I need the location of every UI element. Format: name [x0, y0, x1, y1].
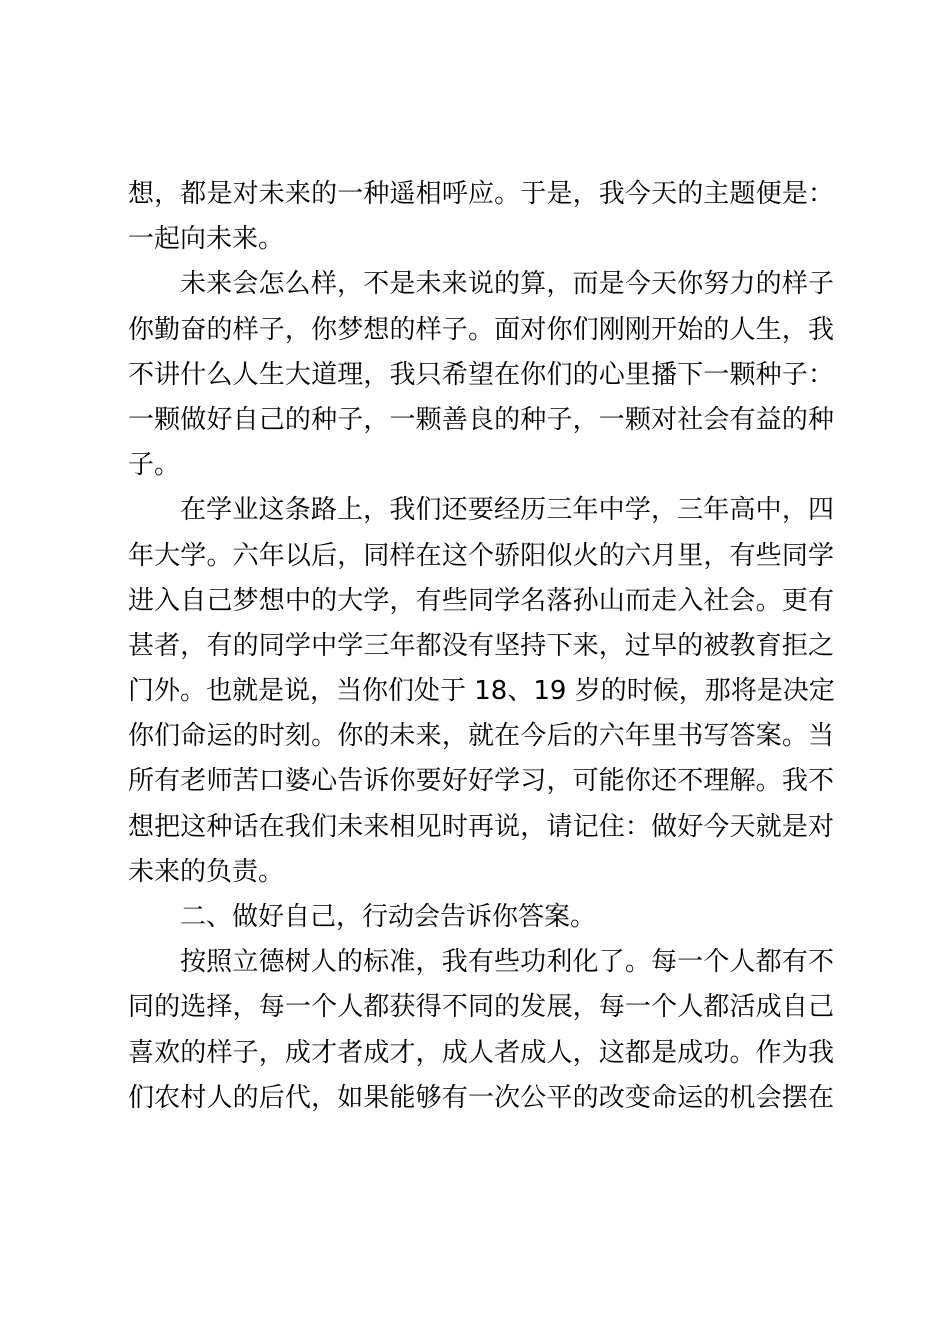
text-line: 甚者，有的同学中学三年都没有坚持下来，过早的被教育拒之: [128, 630, 834, 661]
section-heading: 二、做好自己，行动会告诉你答案。: [180, 902, 597, 932]
text-line: 想把这种话在我们未来相见时再说，请记住：做好今天就是对: [128, 811, 834, 842]
paragraph-first-line: 按照立德树人的标准，我有些功利化了。每一个人都有不: [180, 947, 834, 978]
text-line: 一颗做好自己的种子，一颗善良的种子，一颗对社会有益的种: [128, 404, 834, 435]
paragraph-first-line: 在学业这条路上，我们还要经历三年中学，三年高中，四: [180, 495, 834, 526]
text-line: 门外。也就是说，当你们处于 18、19 岁的时候，那将是决定: [128, 676, 835, 707]
body-text: [128, 172, 834, 1121]
text-line: 未来的负责。: [128, 856, 285, 887]
text-line: 子。: [128, 450, 181, 481]
text-line: 年大学。六年以后，同样在这个骄阳似火的六月里，有些同学: [128, 540, 834, 571]
text-line: 一起向未来。: [128, 224, 285, 255]
text-line: 们农村人的后代，如果能够有一次公平的改变命运的机会摆在: [128, 1082, 834, 1113]
paragraph-first-line: 未来会怎么样，不是未来说的算，而是今天你努力的样子: [180, 269, 834, 300]
text-line: 不讲什么人生大道理，我只希望在你们的心里播下一颗种子：: [128, 359, 834, 390]
text-line: 你勤奋的样子，你梦想的样子。面对你们刚刚开始的人生，我: [128, 314, 834, 345]
text-line: 你们命运的时刻。你的未来，就在今后的六年里书写答案。当: [128, 721, 834, 752]
text-line: 进入自己梦想中的大学，有些同学名落孙山而走入社会。更有: [128, 585, 834, 616]
text-line: 同的选择，每一个人都获得不同的发展，每一个人都活成自己: [128, 992, 834, 1023]
text-line: 喜欢的样子，成才者成才，成人者成人，这都是成功。作为我: [128, 1037, 834, 1068]
text-line: 想，都是对未来的一种遥相呼应。于是，我今天的主题便是：: [128, 179, 834, 209]
text-line: 所有老师苦口婆心告诉你要好好学习，可能你还不理解。我不: [128, 766, 834, 797]
